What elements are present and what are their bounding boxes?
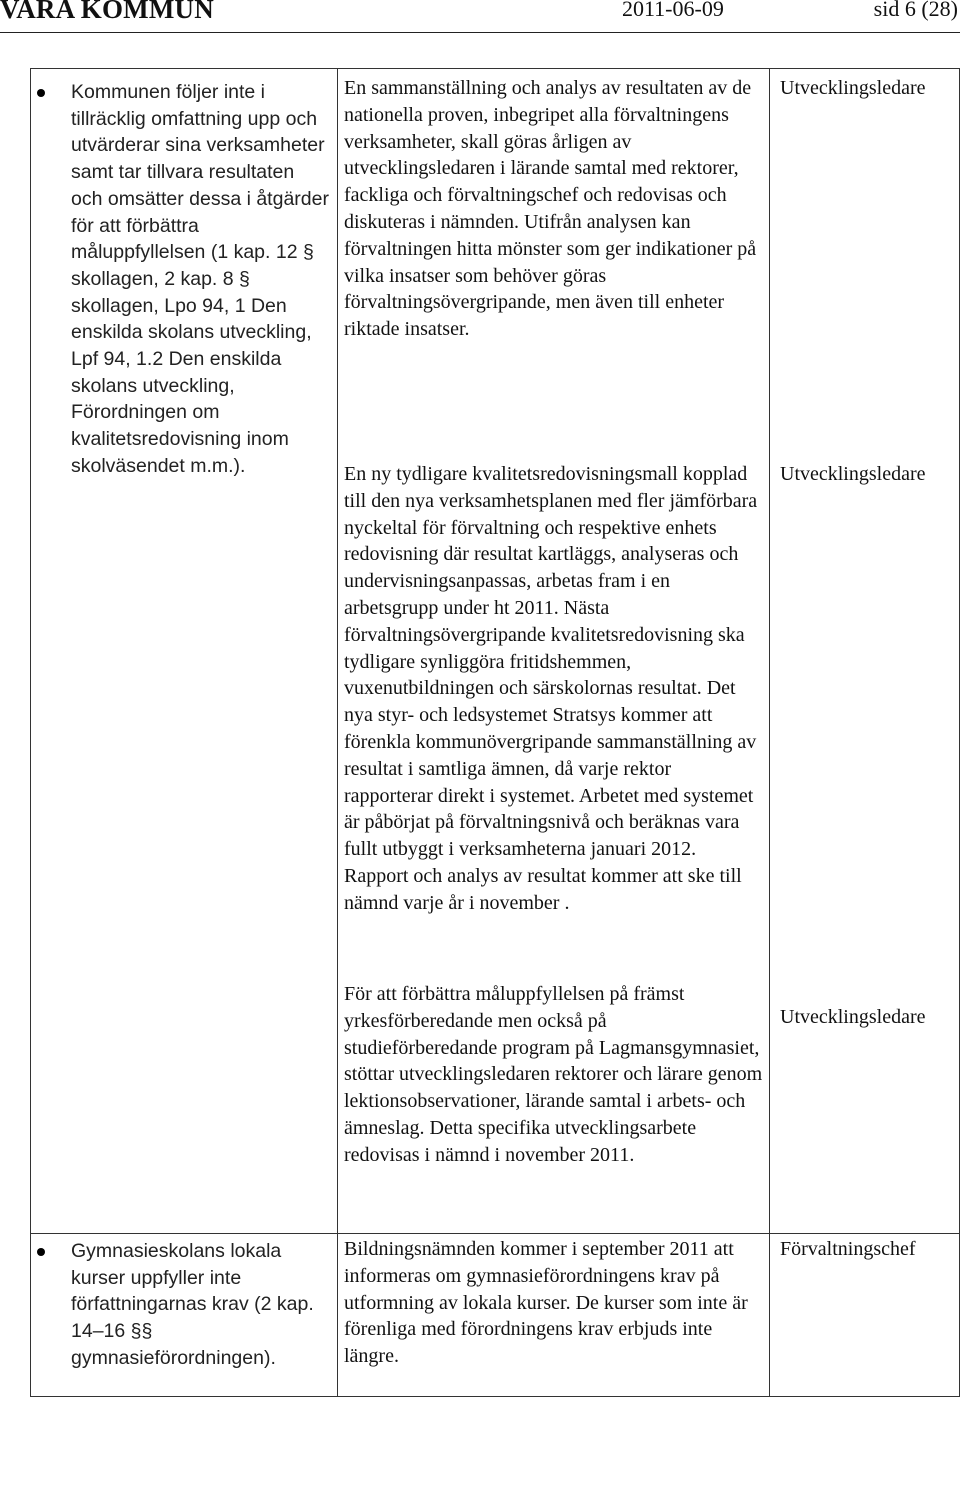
- document-date: 2011-06-09: [622, 0, 724, 21]
- table-row: [31, 1234, 960, 1397]
- responsible-label: Utvecklingsledare: [780, 1006, 926, 1028]
- responsible-cell: [770, 69, 960, 1234]
- bullet-icon: [37, 89, 45, 97]
- page-header: [0, 0, 960, 32]
- measure-text: En ny tydligare kvalitetsredovisningsmall kopplad till den nya verksamhetsplanen med fler jämförbara nyckeltal för förvaltning och respektive enhets redovisning där resultat kartläggs, analyseras och undervisningsanpassas, arbetas fram i en arbetsgrupp under ht 2011. Nästa förvaltningsövergripande kvalitetsredovisning ska tydligare synliggöra fritidshemmen, vuxenutbildningen och särskolornas resultat. Det nya styr- och ledsystemet Stratsys kommer att förenkla kommunövergripande sammanställning av resultat i samtliga ämnen, då varje rektor rapporterar direkt i systemet. Arbetet med systemet är påbörjat på förvaltningsnivå och beräknas vara fullt utbyggt i verksamheterna januari 2012. Rapport och analys av resultat kommer att ske till nämnd varje år i november .: [344, 463, 758, 914]
- bullet-icon: [37, 1248, 45, 1256]
- measure-text: För att förbättra måluppfyllelsen på främst yrkesförberedande men också på studieförberedande program på Lagmansgymnasiet, stöttar utvecklingsledaren rektorer och lärare genom lektionsobservationer, lärande samtal i arbets- och ämneslag. Detta specifika utvecklingsarbete redovisas i nämnd i november 2011.: [344, 983, 763, 1166]
- page-number: sid 6 (28): [873, 0, 958, 21]
- measures-table: [30, 68, 960, 1397]
- requirement-cell: [31, 1234, 338, 1397]
- header-rule: [0, 32, 960, 33]
- measure-text: Bildningsnämnden kommer i september 2011 att informeras om gymnasieförordningens krav på utformning av lokala kurser. De kurser som inte är förenliga med förordningens krav erbjuds inte längre.: [344, 1238, 748, 1368]
- requirement-text: Gymnasieskolans lokala kurser uppfyller inte författningarnas krav (2 kap. 14–16 §§ gymnasieförordningen).: [71, 1240, 314, 1369]
- table-row: [31, 69, 960, 1234]
- responsible-label: Utvecklingsledare: [780, 77, 926, 99]
- responsible-cell: [770, 1234, 960, 1397]
- measures-cell: [338, 69, 770, 1234]
- responsible-label: Utvecklingsledare: [780, 463, 926, 485]
- measures-cell: [338, 1234, 770, 1397]
- requirement-text: Kommunen följer inte i tillräcklig omfattning upp och utvärderar sina verksamheter samt tar tillvara resultaten och omsätter dessa i åtgärder för att förbättra måluppfyllelsen (1 kap. 12 § skollagen, 2 kap. 8 § skollagen, Lpo 94, 1 Den enskilda skolans utveckling, Lpf 94, 1.2 Den enskilda skolans utveckling, Förordningen om kvalitetsredovisning inom skolväsendet m.m.).: [71, 81, 329, 477]
- organization-name: VARA KOMMUN: [0, 0, 214, 24]
- measure-text: En sammanställning och analys av resultaten av de nationella proven, inbegripet alla förvaltningens verksamheter, skall göras årligen av utvecklingsledaren i lärande samtal med rektorer, fackliga och förvaltningschef och redovisas och diskuteras i nämnden. Utifrån analysen kan förvaltningen hitta mönster som ger indikationer på vilka insatser som behöver göras förvaltningsövergripande, men även till enheter riktade insatser.: [344, 77, 757, 341]
- responsible-label: Förvaltningschef: [780, 1238, 916, 1260]
- requirement-cell: [31, 69, 338, 1234]
